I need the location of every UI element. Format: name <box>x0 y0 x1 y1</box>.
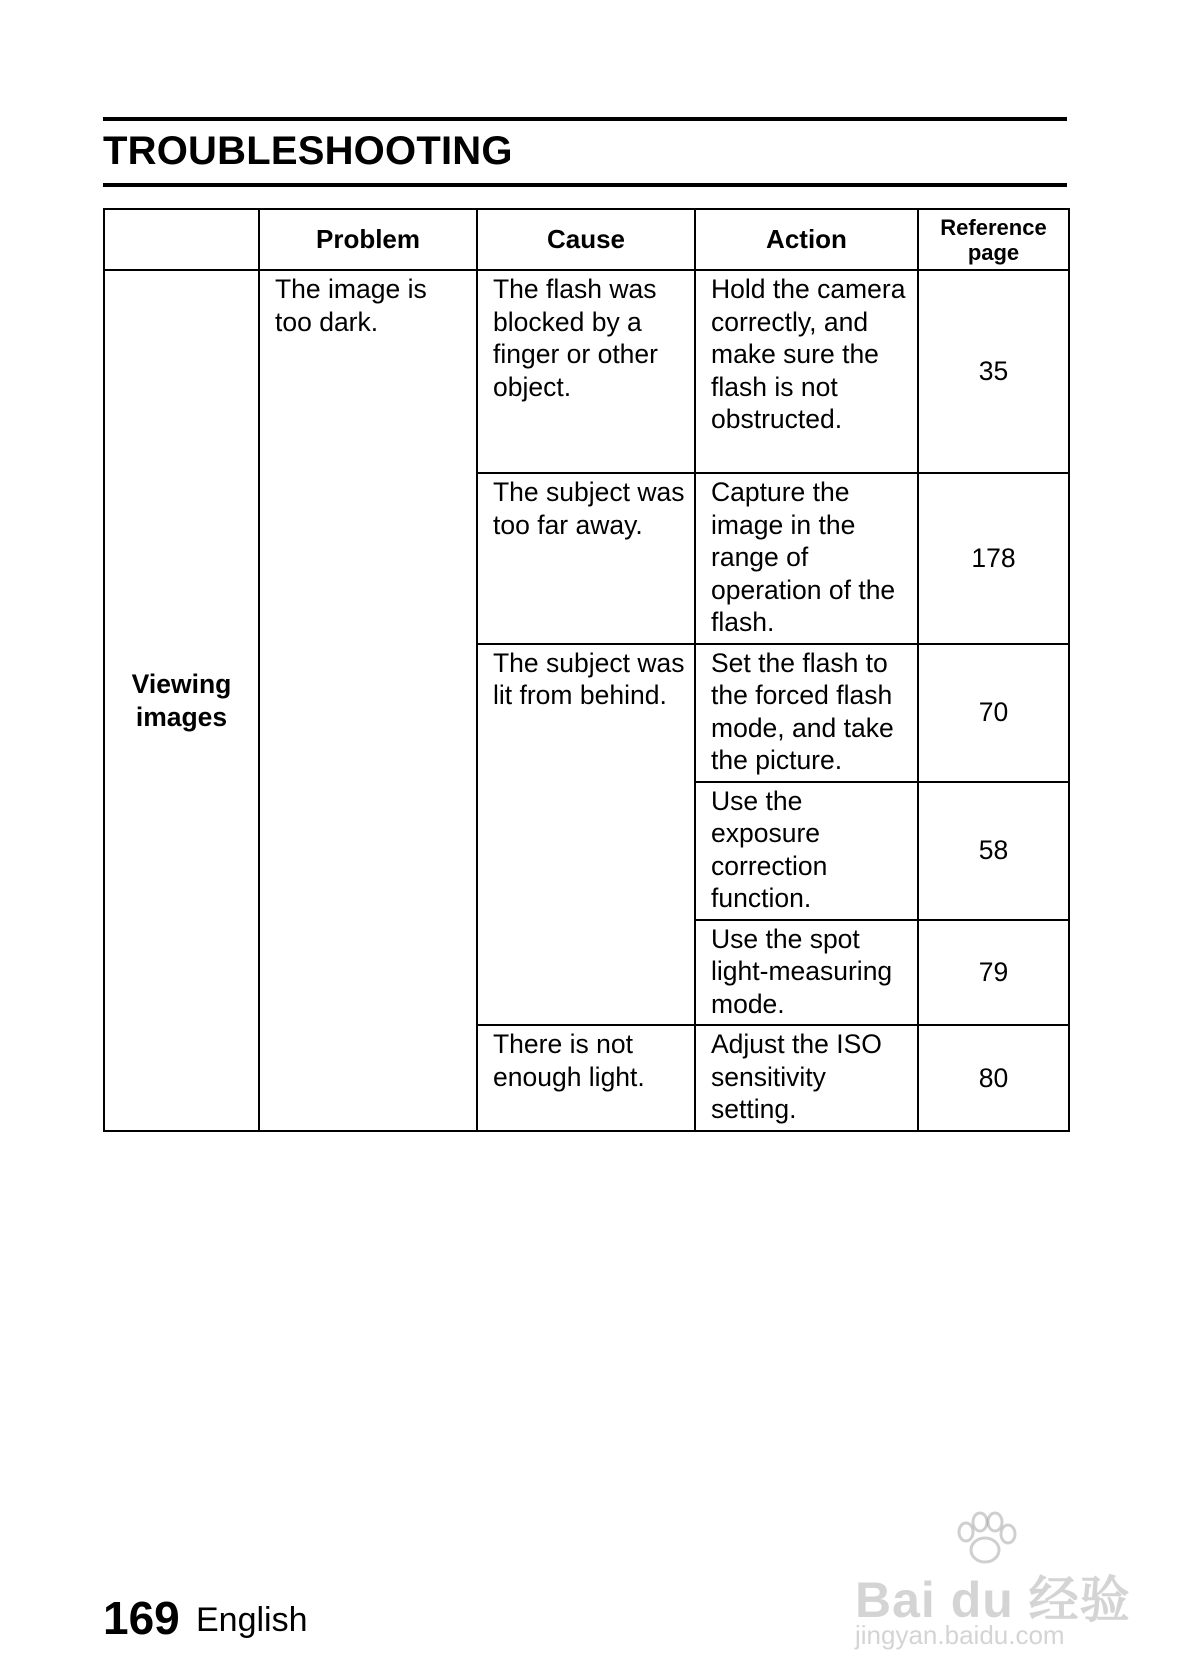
action-cell <box>695 473 918 644</box>
section-title: TROUBLESHOOTING <box>103 129 513 173</box>
watermark-logo: Bai du 经验 <box>855 1572 1131 1628</box>
table-row <box>104 270 1069 473</box>
cause-cell <box>477 270 695 473</box>
cause-text: The subject was lit from behind. <box>493 647 685 710</box>
action-cell <box>695 1025 918 1131</box>
action-text: Use the spot light-measuring mode. <box>711 923 893 1019</box>
action-cell <box>695 782 918 920</box>
header-reference-page: Reference page <box>918 209 1069 270</box>
header-category <box>104 209 259 270</box>
cause-text: There is not enough light. <box>493 1029 645 1092</box>
category-label: Viewing images <box>131 669 232 732</box>
action-cell <box>695 920 918 1026</box>
header-cause: Cause <box>477 209 695 270</box>
reference-cell: 58 <box>918 782 1069 920</box>
page-language: English <box>196 1601 308 1639</box>
problem-cell <box>259 270 477 1131</box>
cause-text: The subject was too far away. <box>493 477 685 540</box>
reference-cell: 35 <box>918 270 1069 473</box>
reference-cell: 80 <box>918 1025 1069 1131</box>
watermark-url: jingyan.baidu.com <box>855 1620 1065 1650</box>
action-text: Set the flash to the forced flash mode, and take the picture. <box>711 647 894 775</box>
troubleshooting-table <box>103 208 1070 1132</box>
cause-cell <box>477 473 695 644</box>
action-cell <box>695 644 918 782</box>
problem-text: The image is too dark. <box>275 274 427 337</box>
reference-cell: 178 <box>918 473 1069 644</box>
action-cell <box>695 270 918 473</box>
action-text: Capture the image in the range of operation of the flash. <box>711 477 896 637</box>
header-problem: Problem <box>259 209 477 270</box>
title-underline <box>103 183 1067 187</box>
header-action: Action <box>695 209 918 270</box>
reference-cell: 79 <box>918 920 1069 1026</box>
table-header-row <box>104 209 1069 270</box>
action-text: Hold the camera correctly, and make sure the flash is not obstructed. <box>711 274 906 434</box>
action-text: Adjust the ISO sensitivity setting. <box>711 1029 882 1124</box>
top-rule <box>103 117 1067 121</box>
action-text: Use the exposure correction function. <box>711 785 828 913</box>
cause-cell <box>477 1025 695 1131</box>
page-number: 169 <box>103 1592 180 1644</box>
reference-cell: 70 <box>918 644 1069 782</box>
category-cell <box>104 270 259 1131</box>
cause-text: The flash was blocked by a finger or other object. <box>493 274 658 402</box>
cause-cell <box>477 644 695 1026</box>
